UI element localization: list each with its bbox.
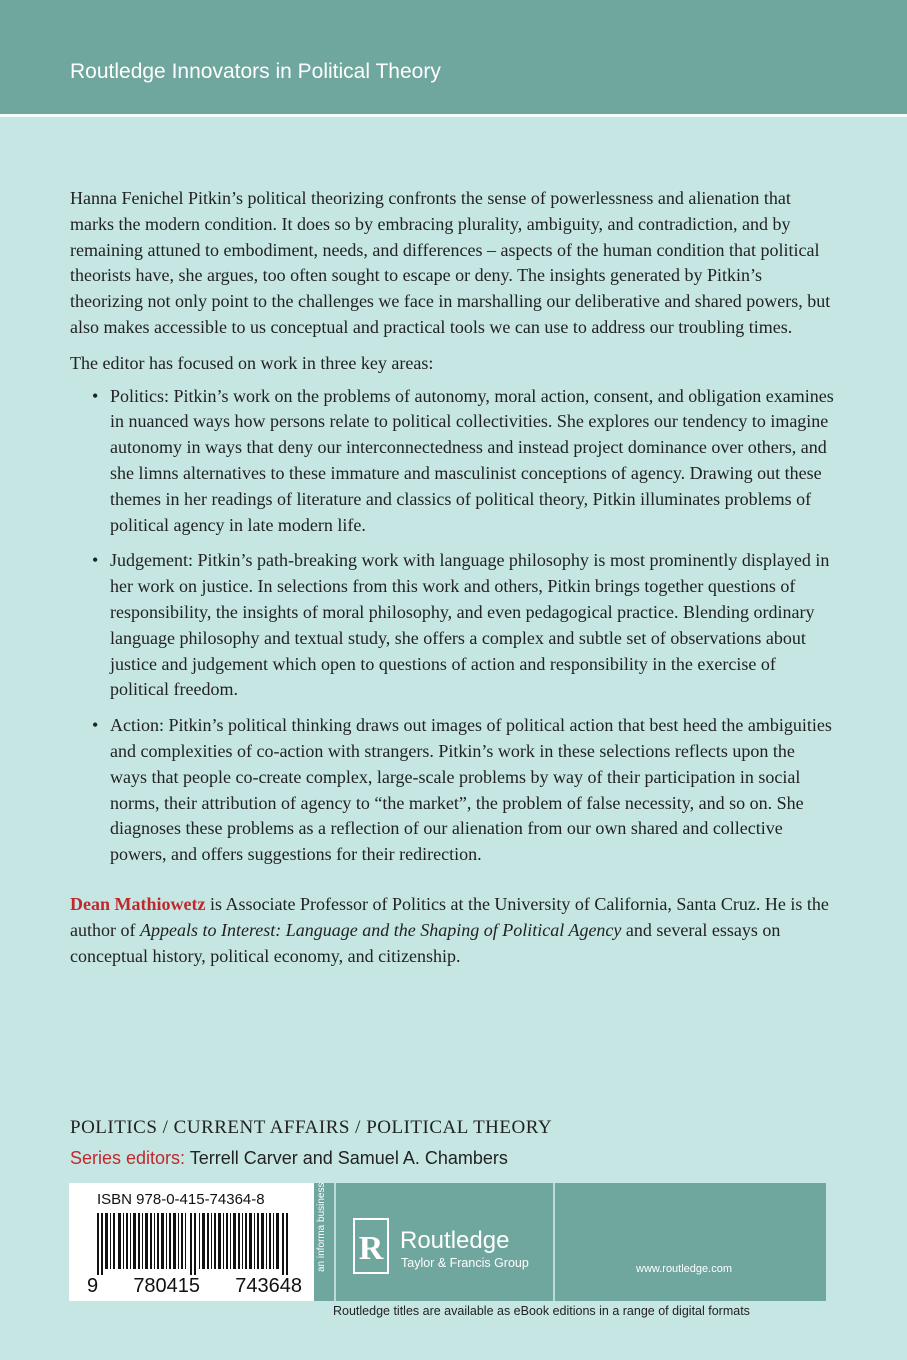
list-item (70, 548, 835, 703)
list-item (70, 713, 835, 868)
area-judgement: Judgement: Pitkin’s path-breaking work with language philosophy is most prominently displayed in her work on justice. In selections from this work and others, Pitkin brings together questions of responsibility, the insights of moral philosophy, and even pedagogical practice. Blending ordinary language philosophy and textual study, she offers a complex and subtle set of observations about justice and judgement which open to questions of action and responsibility in the exercise of political freedom. (110, 550, 830, 700)
series-editors-names: Terrell Carver and Samuel A. Chambers (185, 1148, 508, 1168)
barcode-digit-group: 743648 (235, 1275, 302, 1297)
blurb (70, 186, 835, 969)
isbn-text: ISBN 978-0-415-74364-8 (97, 1191, 265, 1208)
barcode-digit-group: 9 (87, 1275, 99, 1297)
bullet-icon: • (92, 715, 99, 736)
strip-divider (553, 1183, 555, 1301)
publisher-name: Routledge (400, 1227, 510, 1254)
areas-lead: The editor has focused on work in three key areas: (70, 352, 434, 373)
routledge-logo-icon (352, 1217, 392, 1275)
publisher-website[interactable]: www.routledge.com (636, 1263, 732, 1275)
areas-list (70, 384, 835, 868)
ebook-note: Routledge titles are available as eBook editions in a range of digital formats (333, 1304, 750, 1318)
bullet-icon: • (92, 385, 99, 406)
author-bio (70, 892, 835, 969)
intro-paragraph: Hanna Fenichel Pitkin’s political theorizing confronts the sense of powerlessness and alienation that marks the modern condition. It does so by embracing plurality, ambiguity, and contradiction, and by remaining attuned to embodiment, needs, and differences – aspects of the human condition that political theorists have, she argues, too often sought to escape or deny. The insights generated by Pitkin’s theorizing not only point to the challenges we face in marshalling our deliberative and shared powers, but also makes accessible to us conceptual and practical tools we can use to address our troubling times. (70, 188, 831, 337)
header-rule (0, 114, 907, 117)
strip-divider (334, 1183, 336, 1301)
area-politics: Politics: Pitkin’s work on the problems of autonomy, moral action, consent, and obligation examines in nuanced ways how persons relate to political collectivities. She explores our tendency to imagine autonomy in ways that deny our interconnectedness and instead project dominance over others, and she limns alternatives to these immature and masculinist conceptions of agency. Drawing out these themes in her readings of literature and classics of political theory, Pitkin illuminates problems of political agency in late modern life. (110, 385, 834, 535)
bullet-icon: • (92, 550, 99, 571)
barcode-icon (87, 1213, 302, 1275)
series-editors (70, 1148, 508, 1169)
header-band (0, 0, 907, 114)
list-item (70, 384, 835, 539)
barcode-box (69, 1183, 314, 1301)
subject-categories: POLITICS / CURRENT AFFAIRS / POLITICAL THEORY (70, 1117, 553, 1138)
area-action: Action: Pitkin’s political thinking draws out images of political action that best heed the ambiguities and complexities of co-action with strangers. Pitkin’s work in these selections reflects upon the ways that people co-create complex, large-scale problems by way of their participation in social norms, their attribution of agency to “the market”, the problem of false necessity, and so on. She diagnoses these problems as a reflection of our alienation from our own shared and collective powers, and offers suggestions for their redirection. (110, 715, 832, 865)
informa-label: an informa business (316, 1183, 327, 1273)
publisher-group: Taylor & Francis Group (401, 1256, 529, 1270)
author-name: Dean Mathiowetz (70, 893, 206, 914)
author-bio-text-end: and several essays on conceptual history, political economy, and citizenship. (70, 919, 781, 966)
book-title: Appeals to Interest: Language and the Shaping of Political Agency (139, 919, 622, 940)
logo-letter: R (358, 1230, 384, 1267)
barcode-digit-group: 780415 (133, 1275, 201, 1297)
series-title: Routledge Innovators in Political Theory (70, 60, 441, 83)
author-bio-text: is Associate Professor of Politics at the University of California, Santa Cruz. He is the author of (70, 893, 829, 940)
barcode-digits (87, 1275, 302, 1298)
series-editors-label: Series editors: (70, 1148, 186, 1168)
